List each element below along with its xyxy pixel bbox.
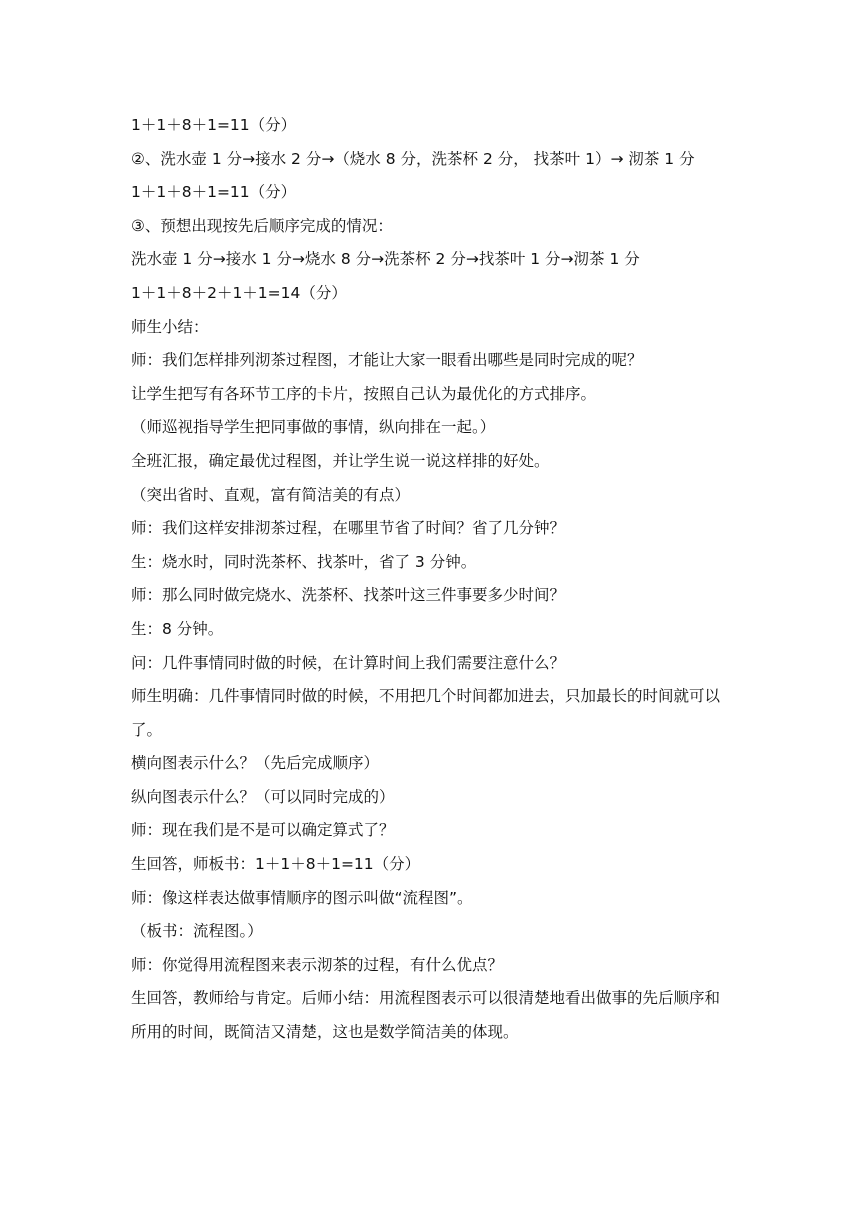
paragraph-16: 生：8 分钟。 xyxy=(131,619,224,638)
paragraph-22: 生回答，师板书：1＋1＋8＋1=11（分） xyxy=(131,855,421,874)
paragraph-21: 师：现在我们是不是可以确定算式了？ xyxy=(131,821,395,840)
document-body xyxy=(131,109,731,1050)
paragraph-3: 1＋1＋8＋1=11（分） xyxy=(131,183,297,202)
paragraph-4: ③、预想出现按先后顺序完成的情况： xyxy=(131,216,393,235)
paragraph-18: 师生明确：几件事情同时做的时候，不用把几个时间都加进去，只加最长的时间就可以了。 xyxy=(131,687,721,739)
paragraph-11: 全班汇报，确定最优过程图，并让学生说一说这样排的好处。 xyxy=(131,451,550,470)
paragraph-19: 横向图表示什么？（先后完成顺序） xyxy=(131,754,380,773)
paragraph-25: 师：你觉得用流程图来表示沏茶的过程，有什么优点？ xyxy=(131,955,504,974)
paragraph-5: 洗水壶 1 分→接水 1 分→烧水 8 分→洗茶杯 2 分→找茶叶 1 分→沏茶 1 分 xyxy=(131,250,640,269)
paragraph-15: 师：那么同时做完烧水、洗茶杯、找茶叶这三件事要多少时间？ xyxy=(131,586,566,605)
paragraph-26: 生回答，教师给与肯定。后师小结：用流程图表示可以很清楚地看出做事的先后顺序和所用的时间，既简洁又清楚，这也是数学简洁美的体现。 xyxy=(131,989,721,1042)
paragraph-9: 让学生把写有各环节工序的卡片，按照自己认为最优化的方式排序。 xyxy=(131,384,597,403)
paragraph-14: 生：烧水时，同时洗茶杯、找茶叶，省了 3 分钟。 xyxy=(131,552,477,571)
paragraph-12: （突出省时、直观，富有简洁美的有点） xyxy=(131,485,411,504)
paragraph-23: 师：像这样表达做事情顺序的图示叫做“流程图”。 xyxy=(131,888,473,907)
paragraph-10: （师巡视指导学生把同事做的事情，纵向排在一起。） xyxy=(131,418,496,437)
paragraph-20: 纵向图表示什么？（可以同时完成的） xyxy=(131,787,395,806)
paragraph-13: 师：我们这样安排沏茶过程，在哪里节省了时间？省了几分钟？ xyxy=(131,519,566,538)
paragraph-7: 师生小结： xyxy=(131,317,209,336)
paragraph-6: 1＋1＋8＋2＋1＋1=14（分） xyxy=(131,283,347,302)
paragraph-17: 问：几件事情同时做的时候，在计算时间上我们需要注意什么？ xyxy=(131,653,566,672)
paragraph-2: ②、洗水壶 1 分→接水 2 分→（烧水 8 分，洗茶杯 2 分， 找茶叶 1）→ 沏茶 1 分 xyxy=(131,149,695,168)
paragraph-8: 师：我们怎样排列沏茶过程图，才能让大家一眼看出哪些是同时完成的呢？ xyxy=(131,351,643,370)
paragraph-24: （板书：流程图。） xyxy=(131,922,263,941)
paragraph-1: 1＋1＋8＋1=11（分） xyxy=(131,116,297,134)
